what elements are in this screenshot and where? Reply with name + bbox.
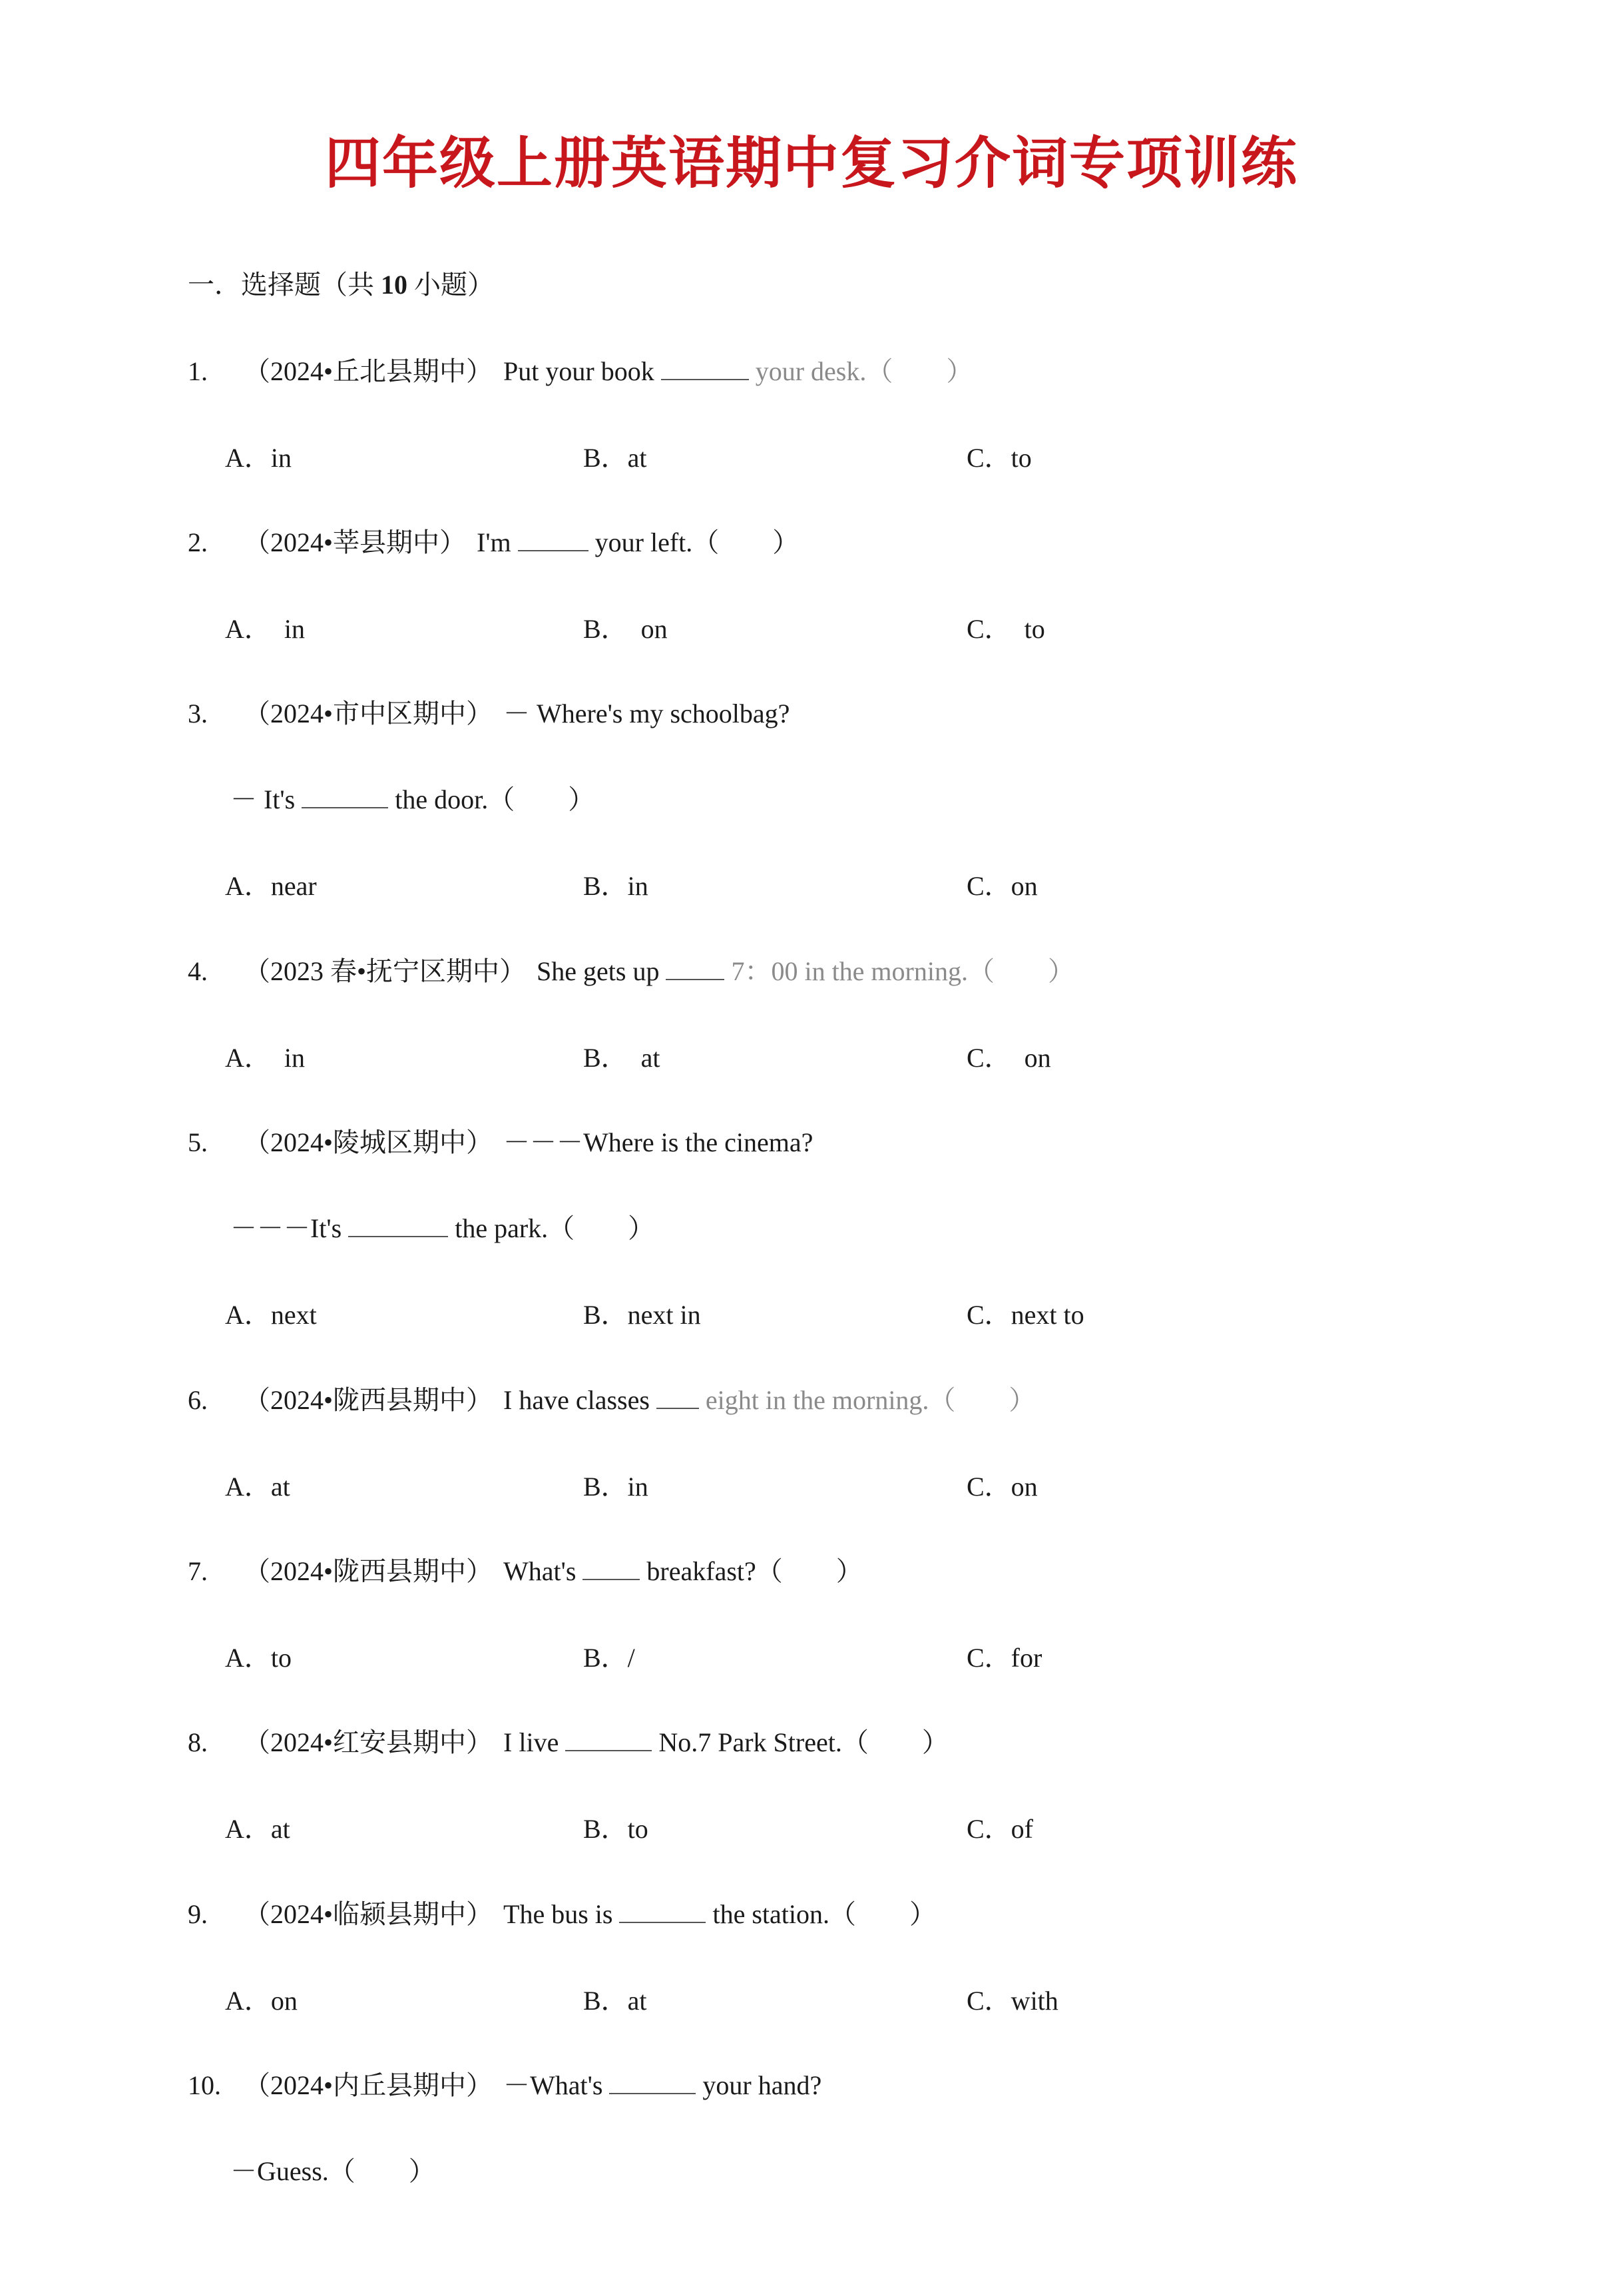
option-c[interactable]: C．with [967,1986,1058,2016]
option-c[interactable]: C． to [967,614,1045,644]
question-3 [188,693,790,730]
question-10 [188,2064,821,2102]
question-stem: What's [503,1556,577,1586]
option-a[interactable]: A．to [225,1643,292,1673]
question-number: 5. [188,1127,208,1157]
reply-text-end: the park.（ ） [455,1213,655,1243]
question-number: 3. [188,699,208,728]
option-c[interactable]: C．on [967,871,1038,901]
question-number: 9. [188,1899,208,1929]
answer-blank[interactable] [619,1902,706,1923]
option-a[interactable]: A．at [225,1814,290,1844]
answer-blank[interactable] [666,959,724,980]
question-2 [188,521,799,559]
option-b[interactable]: B．in [583,871,648,901]
section-heading [188,264,494,302]
question-stem: She gets up [537,956,666,986]
question-source: （2024•陵城区期中） [244,1127,493,1157]
option-c[interactable]: C．to [967,443,1032,473]
option-a[interactable]: A．next [225,1300,317,1330]
option-a[interactable]: A．on [225,1986,298,2016]
question-4 [188,950,1074,988]
option-b[interactable]: B．at [583,1986,647,2016]
option-b[interactable]: B． on [583,614,668,644]
answer-blank[interactable] [302,787,388,808]
reply-text: －Guess.（ ） [230,2156,435,2186]
question-10-reply [230,2150,435,2188]
question-source: （2024•陇西县期中） [244,1556,493,1586]
question-stem-end: 7：00 in the morning.（ ） [731,956,1074,986]
option-c[interactable]: C．on [967,1472,1038,1502]
answer-blank[interactable] [565,1730,652,1751]
question-1 [188,350,973,388]
option-b[interactable]: B．at [583,443,647,473]
question-source: （2024•丘北县期中） [244,356,493,386]
question-stem-end: your left.（ ） [594,527,800,557]
reply-text: －－－It's [230,1213,349,1243]
option-c[interactable]: C．of [967,1814,1033,1844]
question-8 [188,1721,949,1759]
section-count: 10 [381,270,407,300]
question-5-reply [230,1207,654,1245]
question-stem: －－－Where is the cinema? [503,1127,813,1157]
answer-blank[interactable] [518,530,588,551]
question-stem-end: the station.（ ） [712,1899,936,1929]
option-b[interactable]: B．to [583,1814,648,1844]
reply-text: － It's [230,784,302,814]
question-number: 2. [188,527,208,557]
question-number: 4. [188,956,208,986]
question-stem-end: breakfast?（ ） [646,1556,863,1586]
question-source: （2024•陇西县期中） [244,1385,493,1415]
option-a[interactable]: A． in [225,1043,305,1073]
option-c[interactable]: C．for [967,1643,1043,1673]
question-source: （2024•红安县期中） [244,1727,493,1757]
option-a[interactable]: A．at [225,1472,290,1502]
option-a[interactable]: A． in [225,614,305,644]
option-c[interactable]: C． on [967,1043,1051,1073]
question-number: 6. [188,1385,208,1415]
option-c[interactable]: C．next to [967,1300,1084,1330]
question-6 [188,1379,1035,1417]
question-source: （2024•内丘县期中） [244,2070,493,2100]
option-b[interactable]: B．next in [583,1300,701,1330]
question-9 [188,1893,936,1931]
question-source: （2024•莘县期中） [244,527,467,557]
question-7 [188,1550,863,1588]
question-number: 10. [188,2070,221,2100]
section-label: 一．选择题（共 [188,270,374,300]
question-source: （2024•市中区期中） [244,699,493,728]
question-number: 7. [188,1556,208,1586]
reply-text-end: the door.（ ） [395,784,595,814]
question-stem: － Where's my schoolbag? [503,699,790,728]
question-stem-end: eight in the morning.（ ） [705,1385,1036,1415]
question-source: （2024•临颍县期中） [244,1899,493,1929]
question-stem: I live [503,1727,566,1757]
question-stem-end: No.7 Park Street.（ ） [658,1727,949,1757]
question-source: （2023 春•抚宁区期中） [244,956,527,986]
page-title: 四年级上册英语期中复习介词专项训练 [324,131,1298,196]
question-stem-end: your hand? [702,2070,822,2100]
option-b[interactable]: B．in [583,1472,648,1502]
question-stem: －What's [503,2070,610,2100]
question-3-reply [230,778,594,816]
question-stem: I'm [477,527,518,557]
question-number: 1. [188,356,208,386]
question-stem-end: your desk.（ ） [755,356,973,386]
answer-blank[interactable] [661,359,749,380]
answer-blank[interactable] [609,2073,696,2094]
answer-blank[interactable] [348,1216,448,1237]
option-a[interactable]: A．near [225,871,317,901]
option-b[interactable]: B． at [583,1043,660,1073]
question-stem: I have classes [503,1385,650,1415]
option-a[interactable]: A．in [225,443,292,473]
question-5 [188,1121,813,1159]
question-stem: The bus is [503,1899,620,1929]
answer-blank[interactable] [656,1388,699,1409]
option-b[interactable]: B．/ [583,1643,635,1673]
answer-blank[interactable] [582,1559,640,1580]
question-number: 8. [188,1727,208,1757]
question-stem: Put your book [503,356,661,386]
section-suffix: 小题） [414,270,494,300]
